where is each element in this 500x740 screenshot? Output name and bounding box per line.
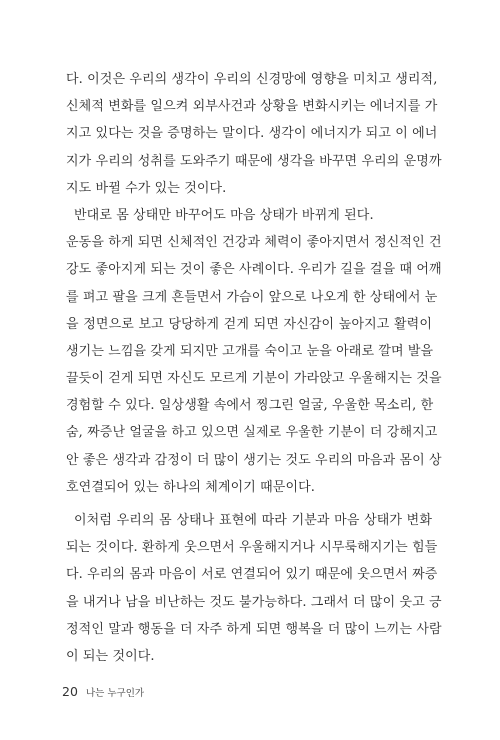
paragraph <box>66 66 442 202</box>
text-line: 다. 이것은 우리의 생각이 우리의 신경망에 영향을 미치고 생리적, <box>66 72 438 87</box>
text-line: 정적인 말과 행동을 더 자주 하게 되면 행복을 더 많이 느끼는 사람 <box>66 621 442 637</box>
running-title: 나는 누구인가 <box>86 688 145 699</box>
paragraph <box>66 229 442 501</box>
paragraph <box>66 202 432 229</box>
text-line: 운동을 하게 되면 신체적인 건강과 체력이 좋아지면서 정신적인 건 <box>66 235 442 251</box>
text-line: 신체적 변화를 일으켜 외부사건과 상황을 변화시키는 에너지를 가 <box>66 99 438 115</box>
text-line: 숨, 짜증난 얼굴을 하고 있으면 실제로 우울한 기분이 더 강해지고 <box>66 425 438 441</box>
text-line: 강도 좋아지게 되는 것이 좋은 사례이다. 우리가 길을 걸을 때 어깨 <box>66 262 442 278</box>
text-line: 을 내거나 남을 비난하는 것도 불가능하다. 그래서 더 많이 웃고 긍 <box>66 594 442 610</box>
page-footer <box>62 681 144 700</box>
text-line: 생기는 느낌을 갖게 되지만 고개를 숙이고 눈을 아래로 깔며 발을 <box>66 343 434 359</box>
text-line: 호연결되어 있는 하나의 체계이기 때문이다. <box>66 479 316 495</box>
text-line: 안 좋은 생각과 감정이 더 많이 생기는 것도 우리의 마음과 몸이 상 <box>66 452 442 468</box>
page-number: 20 <box>62 684 78 699</box>
text-line: 지고 있다는 것을 증명하는 말이다. 생각이 에너지가 되고 이 에너 <box>66 126 438 142</box>
body-text <box>66 66 442 670</box>
text-line: 지가 우리의 성취를 도와주기 때문에 생각을 바꾸면 우리의 운명까 <box>66 153 442 169</box>
text-line: 다. 우리의 몸과 마음이 서로 연결되어 있기 때문에 웃으면서 짜증 <box>66 567 438 583</box>
text-line: 끌듯이 걷게 되면 자신도 모르게 기분이 가라앉고 우울해지는 것을 <box>66 371 442 387</box>
paragraph <box>66 507 442 670</box>
text-line: 이처럼 우리의 몸 상태나 표현에 따라 기분과 마음 상태가 변화 <box>74 513 432 528</box>
text-line: 이 되는 것이다. <box>66 648 155 664</box>
text-line: 을 정면으로 보고 당당하게 걷게 되면 자신감이 높아지고 활력이 <box>66 316 432 332</box>
text-line: 되는 것이다. 환하게 웃으면서 우울해지거나 시무룩해지기는 힘들 <box>66 540 438 556</box>
text-line: 를 펴고 팔을 크게 흔들면서 가슴이 앞으로 나오게 한 상태에서 눈 <box>66 289 438 305</box>
text-line: 반대로 몸 상태만 바꾸어도 마음 상태가 바뀌게 된다. <box>74 207 374 223</box>
text-line: 지도 바뀔 수가 있는 것이다. <box>66 180 227 196</box>
text-line: 경험할 수 있다. 일상생활 속에서 찡그린 얼굴, 우울한 목소리, 한 <box>66 398 434 414</box>
